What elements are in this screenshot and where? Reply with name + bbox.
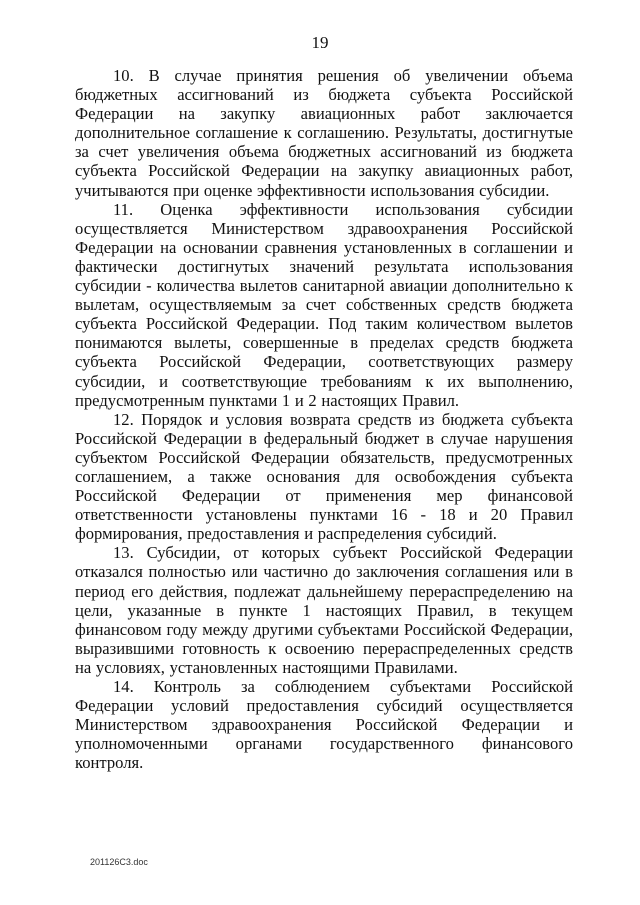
page-number: 19 [311, 33, 329, 52]
paragraph-11: 11. Оценка эффективности использования субсидии осуществляется Министерством здравоохранения Российской Федерации на основании сравнения установленных в соглашении и фактически достигнутых значений результата использования субсидии - количества вылетов санитарной авиации дополнительно к вылетам, осуществляемым за счет собственных средств бюджета субъекта Российской Федерации. Под таким количеством вылетов понимаются вылеты, совершенные в пределах средств бюджета субъекта Российской Федерации, соответствующих размеру субсидии, и соответствующие требованиям к их выполнению, предусмотренным пунктами 1 и 2 настоящих Правил. [75, 199, 573, 410]
file-name-footer: 201126C3.doc [90, 857, 148, 867]
paragraph-12: 12. Порядок и условия возврата средств из бюджета субъекта Российской Федерации в федеральный бюджет в случае нарушения субъектом Российской Федерации обязательств, предусмотренных соглашением, а также основания для освобождения субъекта Российской Федерации от применения мер финансовой ответственности установлены пунктами 16 - 18 и 20 Правил формирования, предоставления и распределения субсидий. [75, 409, 573, 544]
paragraph-14: 14. Контроль за соблюдением субъектами Российской Федерации условий предоставления субсидий осуществляется Министерством здравоохранения Российской Федерации и уполномоченными органами государственного финансового контроля. [75, 677, 573, 773]
document-body [75, 66, 573, 772]
paragraph-10: 10. В случае принятия решения об увеличении объема бюджетных ассигнований из бюджета субъекта Российской Федерации на закупку авиационных работ заключается дополнительное соглашение к соглашению. Результаты, достигнутые за счет увеличения объема бюджетных ассигнований из бюджета субъекта Российской Федерации на закупку авиационных работ, учитываются при оценке эффективности использования субсидии. [75, 66, 573, 200]
paragraph-13: 13. Субсидии, от которых субъект Российской Федерации отказался полностью или частично до заключения соглашения или в период его действия, подлежат дальнейшему перераспределению на цели, указанные в пункте 1 настоящих Правил, в текущем финансовом году между другими субъектами Российской Федерации, выразившими готовность к освоению перераспределенных средств на условиях, установленных настоящими Правилами. [75, 543, 573, 677]
